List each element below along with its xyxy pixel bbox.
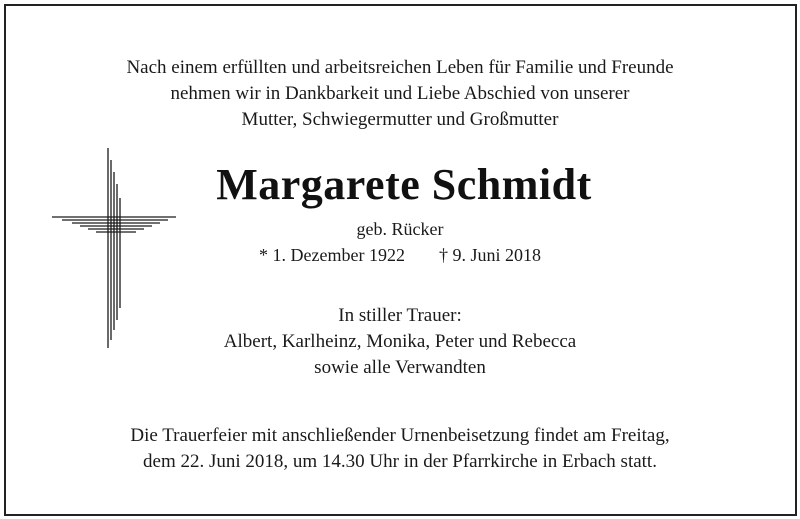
ceremony-text xyxy=(0,423,800,475)
maiden-name: geb. Rücker xyxy=(356,219,444,239)
life-dates xyxy=(0,243,800,267)
deceased-name: Margarete Schmidt xyxy=(216,160,592,209)
ceremony-line-1: Die Trauerfeier mit anschließender Urnenbeisetzung findet am Freitag, xyxy=(130,425,670,446)
intro-line-3: Mutter, Schwiegermutter und Großmutter xyxy=(241,109,559,130)
intro-text xyxy=(0,55,800,133)
mourners-text xyxy=(0,303,800,381)
ceremony-line-2: dem 22. Juni 2018, um 14.30 Uhr in der Pfarrkirche in Erbach statt. xyxy=(143,451,657,472)
birth-date: * 1. Dezember 1922 xyxy=(259,245,405,265)
mourners-names: Albert, Karlheinz, Monika, Peter und Rebecca xyxy=(223,331,577,352)
death-date: † 9. Juni 2018 xyxy=(438,245,541,265)
intro-line-2: nehmen wir in Dankbarkeit und Liebe Abschied von unserer xyxy=(170,83,630,104)
intro-line-1: Nach einem erfüllten und arbeitsreichen Leben für Familie und Freunde xyxy=(126,57,674,78)
mourners-relatives: sowie alle Verwandten xyxy=(314,357,486,378)
mourners-heading: In stiller Trauer: xyxy=(338,305,462,326)
